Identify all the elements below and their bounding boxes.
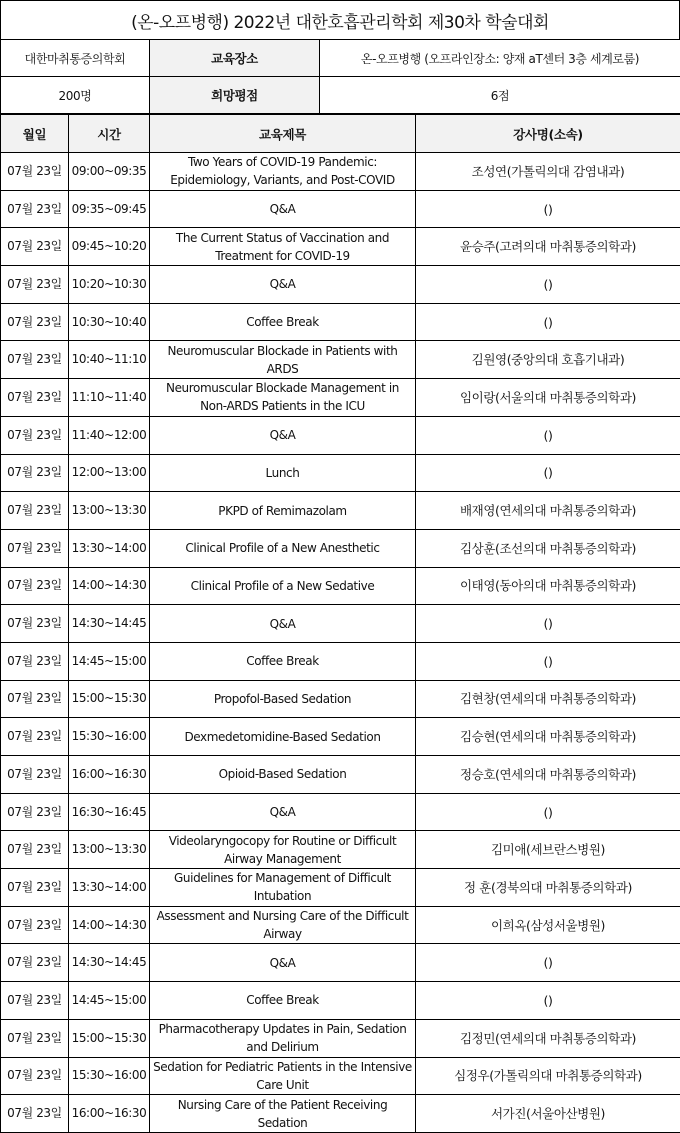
session-title: Q&A [150, 944, 416, 982]
session-time: 16:00~16:30 [69, 1095, 150, 1133]
session-time: 09:45~10:20 [69, 228, 150, 266]
session-time: 12:00~13:00 [69, 454, 150, 492]
session-date: 07월 23일 [1, 416, 69, 454]
session-speaker: 서가진(서울아산병원) [416, 1095, 680, 1133]
session-date: 07월 23일 [1, 266, 69, 304]
session-title: Pharmacotherapy Updates in Pain, Sedation and Delirium [150, 1019, 416, 1057]
session-time: 11:40~12:00 [69, 416, 150, 454]
session-speaker: () [416, 454, 680, 492]
session-time: 10:40~11:10 [69, 341, 150, 379]
schedule-row [1, 680, 680, 718]
schedule-row [1, 793, 680, 831]
session-title: Clinical Profile of a New Anesthetic [150, 529, 416, 567]
session-time: 14:45~15:00 [69, 982, 150, 1020]
session-speaker: () [416, 190, 680, 228]
session-title: Coffee Break [150, 642, 416, 680]
schedule-row [1, 718, 680, 756]
session-speaker: () [416, 266, 680, 304]
capacity-value: 200명 [1, 77, 150, 114]
session-speaker: 김승현(연세의대 마취통증의학과) [416, 718, 680, 756]
session-title: Clinical Profile of a New Sedative [150, 567, 416, 605]
session-time: 11:10~11:40 [69, 379, 150, 417]
session-title: Q&A [150, 605, 416, 643]
session-title: Videolaryngocopy for Routine or Difficult Airway Management [150, 831, 416, 869]
session-time: 14:00~14:30 [69, 906, 150, 944]
session-date: 07월 23일 [1, 190, 69, 228]
session-date: 07월 23일 [1, 605, 69, 643]
session-speaker: () [416, 303, 680, 341]
session-time: 09:00~09:35 [69, 153, 150, 191]
schedule-row [1, 228, 680, 266]
schedule-row [1, 153, 680, 191]
session-speaker: 이희옥(삼성서울병원) [416, 906, 680, 944]
session-time: 16:00~16:30 [69, 756, 150, 794]
session-time: 16:30~16:45 [69, 793, 150, 831]
session-title: Neuromuscular Blockade Management in Non-ARDS Patients in the ICU [150, 379, 416, 417]
session-time: 13:00~13:30 [69, 831, 150, 869]
session-time: 15:30~16:00 [69, 1057, 150, 1095]
schedule-table [0, 114, 680, 1133]
schedule-row [1, 944, 680, 982]
schedule-row [1, 529, 680, 567]
session-date: 07월 23일 [1, 379, 69, 417]
session-date: 07월 23일 [1, 1095, 69, 1133]
session-date: 07월 23일 [1, 529, 69, 567]
session-date: 07월 23일 [1, 944, 69, 982]
session-time: 10:30~10:40 [69, 303, 150, 341]
session-date: 07월 23일 [1, 680, 69, 718]
session-title: Dexmedetomidine-Based Sedation [150, 718, 416, 756]
session-date: 07월 23일 [1, 906, 69, 944]
session-title: Two Years of COVID-19 Pandemic: Epidemiology, Variants, and Post-COVID [150, 153, 416, 191]
schedule-row [1, 869, 680, 907]
session-speaker: 김정민(연세의대 마취통증의학과) [416, 1019, 680, 1057]
session-date: 07월 23일 [1, 869, 69, 907]
schedule-row [1, 492, 680, 530]
session-time: 10:20~10:30 [69, 266, 150, 304]
session-date: 07월 23일 [1, 831, 69, 869]
document-title: (온-오프병행) 2022년 대한호흡관리학회 제30차 학술대회 [0, 0, 680, 39]
session-time: 14:00~14:30 [69, 567, 150, 605]
session-speaker: 윤승주(고려의대 마취통증의학과) [416, 228, 680, 266]
session-speaker: 조성연(가톨릭의대 감염내과) [416, 153, 680, 191]
schedule-row [1, 341, 680, 379]
credit-value: 6점 [320, 77, 680, 114]
session-title: Opioid-Based Sedation [150, 756, 416, 794]
schedule-row [1, 1057, 680, 1095]
session-title: Propofol-Based Sedation [150, 680, 416, 718]
session-title: Neuromuscular Blockade in Patients with ARDS [150, 341, 416, 379]
session-time: 09:35~09:45 [69, 190, 150, 228]
schedule-row [1, 605, 680, 643]
schedule-row [1, 303, 680, 341]
schedule-row [1, 642, 680, 680]
session-speaker: () [416, 642, 680, 680]
session-speaker: 배재영(연세의대 마취통증의학과) [416, 492, 680, 530]
session-speaker: 임이랑(서울의대 마취통증의학과) [416, 379, 680, 417]
session-speaker: 김원영(중앙의대 호흡기내과) [416, 341, 680, 379]
session-speaker: 김현창(연세의대 마취통증의학과) [416, 680, 680, 718]
session-speaker: 김미애(세브란스병원) [416, 831, 680, 869]
session-title: Coffee Break [150, 303, 416, 341]
session-speaker: 김상훈(조선의대 마취통증의학과) [416, 529, 680, 567]
session-time: 14:30~14:45 [69, 605, 150, 643]
session-date: 07월 23일 [1, 756, 69, 794]
schedule-row [1, 454, 680, 492]
session-date: 07월 23일 [1, 718, 69, 756]
venue-label: 교육장소 [150, 40, 320, 77]
session-title: Q&A [150, 793, 416, 831]
session-title: Sedation for Pediatric Patients in the Intensive Care Unit [150, 1057, 416, 1095]
session-speaker: () [416, 605, 680, 643]
schedule-row [1, 379, 680, 417]
schedule-row [1, 906, 680, 944]
session-date: 07월 23일 [1, 1019, 69, 1057]
session-title: Q&A [150, 416, 416, 454]
header-date: 월일 [1, 115, 69, 153]
session-speaker: () [416, 982, 680, 1020]
session-date: 07월 23일 [1, 303, 69, 341]
info-table [0, 39, 680, 114]
session-title: Lunch [150, 454, 416, 492]
session-time: 15:30~16:00 [69, 718, 150, 756]
session-date: 07월 23일 [1, 642, 69, 680]
session-speaker: () [416, 416, 680, 454]
info-row-credit [1, 77, 680, 114]
schedule-row [1, 567, 680, 605]
session-time: 14:45~15:00 [69, 642, 150, 680]
info-row-venue [1, 40, 680, 77]
schedule-row [1, 1095, 680, 1133]
schedule-body [1, 153, 680, 1133]
session-title: The Current Status of Vaccination and Treatment for COVID-19 [150, 228, 416, 266]
session-speaker: () [416, 944, 680, 982]
session-time: 14:30~14:45 [69, 944, 150, 982]
credit-label: 희망평점 [150, 77, 320, 114]
session-title: Coffee Break [150, 982, 416, 1020]
header-time: 시간 [69, 115, 150, 153]
session-title: Q&A [150, 266, 416, 304]
venue-value: 온-오프병행 (오프라인장소: 양재 aT센터 3층 세계로룸) [320, 40, 680, 77]
session-speaker: 이태영(동아의대 마취통증의학과) [416, 567, 680, 605]
session-time: 15:00~15:30 [69, 1019, 150, 1057]
session-title: Guidelines for Management of Difficult Intubation [150, 869, 416, 907]
schedule-row [1, 1019, 680, 1057]
schedule-row [1, 190, 680, 228]
session-date: 07월 23일 [1, 153, 69, 191]
session-title: Q&A [150, 190, 416, 228]
header-speaker: 강사명(소속) [416, 115, 680, 153]
session-speaker: 정 훈(경북의대 마취통증의학과) [416, 869, 680, 907]
session-speaker: 심정우(가톨릭의대 마취통증의학과) [416, 1057, 680, 1095]
session-time: 13:30~14:00 [69, 869, 150, 907]
session-title: Nursing Care of the Patient Receiving Sedation [150, 1095, 416, 1133]
schedule-row [1, 982, 680, 1020]
session-speaker: () [416, 793, 680, 831]
session-date: 07월 23일 [1, 341, 69, 379]
session-date: 07월 23일 [1, 1057, 69, 1095]
schedule-row [1, 756, 680, 794]
session-speaker: 정승호(연세의대 마취통증의학과) [416, 756, 680, 794]
session-time: 13:00~13:30 [69, 492, 150, 530]
schedule-row [1, 831, 680, 869]
schedule-header-row [1, 115, 680, 153]
session-date: 07월 23일 [1, 492, 69, 530]
session-date: 07월 23일 [1, 228, 69, 266]
organizer-value: 대한마취통증의학회 [1, 40, 150, 77]
schedule-row [1, 416, 680, 454]
schedule-row [1, 266, 680, 304]
session-date: 07월 23일 [1, 982, 69, 1020]
session-title: Assessment and Nursing Care of the Difficult Airway [150, 906, 416, 944]
session-date: 07월 23일 [1, 454, 69, 492]
session-time: 13:30~14:00 [69, 529, 150, 567]
header-title: 교육제목 [150, 115, 416, 153]
session-time: 15:00~15:30 [69, 680, 150, 718]
session-date: 07월 23일 [1, 793, 69, 831]
session-date: 07월 23일 [1, 567, 69, 605]
session-title: PKPD of Remimazolam [150, 492, 416, 530]
